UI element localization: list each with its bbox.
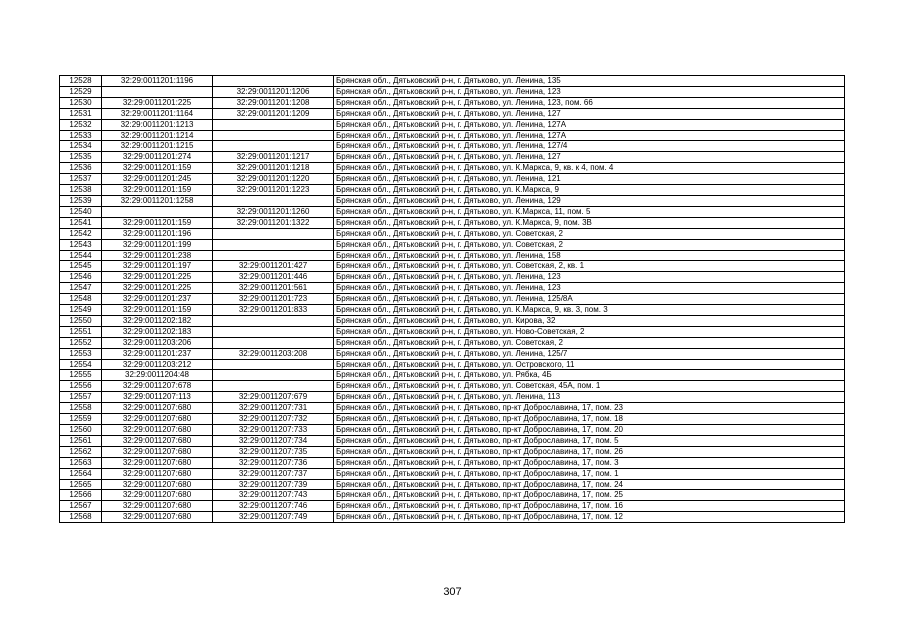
table-row <box>60 294 845 305</box>
table-row <box>60 228 845 239</box>
address-cell: Брянская обл., Дятьковский р-н, г. Дятьково, ул. Островского, 11 <box>334 359 845 370</box>
parcel-number-cell <box>102 206 213 217</box>
object-number-cell: 32:29:0011201:446 <box>213 272 334 283</box>
object-number-cell <box>213 250 334 261</box>
table-row <box>60 479 845 490</box>
row-number-cell: 12541 <box>60 217 102 228</box>
address-cell: Брянская обл., Дятьковский р-н, г. Дятьково, ул. Ленина, 123, пом. 66 <box>334 97 845 108</box>
object-number-cell: 32:29:0011201:1223 <box>213 185 334 196</box>
row-number-cell: 12535 <box>60 152 102 163</box>
table-row <box>60 174 845 185</box>
row-number-cell: 12567 <box>60 501 102 512</box>
object-number-cell: 32:29:0011207:679 <box>213 392 334 403</box>
parcel-number-cell: 32:29:0011201:1196 <box>102 76 213 87</box>
object-number-cell: 32:29:0011207:736 <box>213 457 334 468</box>
document-sheet <box>59 75 845 523</box>
parcel-number-cell <box>102 86 213 97</box>
address-cell: Брянская обл., Дятьковский р-н, г. Дятьково, ул. Ленина, 123 <box>334 283 845 294</box>
table-row <box>60 76 845 87</box>
table-row <box>60 86 845 97</box>
address-cell: Брянская обл., Дятьковский р-н, г. Дятьково, ул. Ленина, 127/4 <box>334 141 845 152</box>
address-cell: Брянская обл., Дятьковский р-н, г. Дятьково, ул. Ленина, 135 <box>334 76 845 87</box>
object-number-cell: 32:29:0011207:743 <box>213 490 334 501</box>
table-row <box>60 305 845 316</box>
row-number-cell: 12561 <box>60 435 102 446</box>
row-number-cell: 12543 <box>60 239 102 250</box>
table-row <box>60 130 845 141</box>
object-number-cell <box>213 359 334 370</box>
object-number-cell <box>213 239 334 250</box>
row-number-cell: 12538 <box>60 185 102 196</box>
address-cell: Брянская обл., Дятьковский р-н, г. Дятьково, пр-кт Доброславина, 17, пом. 25 <box>334 490 845 501</box>
address-cell: Брянская обл., Дятьковский р-н, г. Дятьково, ул. Ленина, 127 <box>334 152 845 163</box>
address-cell: Брянская обл., Дятьковский р-н, г. Дятьково, ул. Ленина, 127А <box>334 119 845 130</box>
address-cell: Брянская обл., Дятьковский р-н, г. Дятьково, пр-кт Доброславина, 17, пом. 20 <box>334 425 845 436</box>
table-row <box>60 414 845 425</box>
parcel-number-cell: 32:29:0011207:680 <box>102 446 213 457</box>
parcel-number-cell: 32:29:0011207:113 <box>102 392 213 403</box>
table-row <box>60 457 845 468</box>
object-number-cell <box>213 381 334 392</box>
address-cell: Брянская обл., Дятьковский р-н, г. Дятьково, ул. Ленина, 123 <box>334 272 845 283</box>
address-cell: Брянская обл., Дятьковский р-н, г. Дятьково, ул. Ленина, 158 <box>334 250 845 261</box>
object-number-cell: 32:29:0011201:723 <box>213 294 334 305</box>
parcel-number-cell: 32:29:0011201:159 <box>102 217 213 228</box>
row-number-cell: 12559 <box>60 414 102 425</box>
address-cell: Брянская обл., Дятьковский р-н, г. Дятьково, ул. Ленина, 113 <box>334 392 845 403</box>
table-row <box>60 501 845 512</box>
object-number-cell <box>213 119 334 130</box>
parcel-number-cell: 32:29:0011207:678 <box>102 381 213 392</box>
table-row <box>60 206 845 217</box>
parcel-number-cell: 32:29:0011201:238 <box>102 250 213 261</box>
object-number-cell: 32:29:0011201:1218 <box>213 163 334 174</box>
parcel-number-cell: 32:29:0011201:196 <box>102 228 213 239</box>
object-number-cell: 32:29:0011207:739 <box>213 479 334 490</box>
table-row <box>60 217 845 228</box>
parcel-number-cell: 32:29:0011207:680 <box>102 512 213 523</box>
address-cell: Брянская обл., Дятьковский р-н, г. Дятьково, пр-кт Доброславина, 17, пом. 24 <box>334 479 845 490</box>
parcel-number-cell: 32:29:0011207:680 <box>102 425 213 436</box>
object-number-cell <box>213 195 334 206</box>
object-number-cell: 32:29:0011207:732 <box>213 414 334 425</box>
object-number-cell: 32:29:0011207:731 <box>213 403 334 414</box>
parcel-number-cell: 32:29:0011207:680 <box>102 468 213 479</box>
address-cell: Брянская обл., Дятьковский р-н, г. Дятьково, пр-кт Доброславина, 17, пом. 26 <box>334 446 845 457</box>
object-number-cell: 32:29:0011201:833 <box>213 305 334 316</box>
parcel-number-cell: 32:29:0011201:1214 <box>102 130 213 141</box>
object-number-cell <box>213 315 334 326</box>
table-row <box>60 326 845 337</box>
parcel-number-cell: 32:29:0011201:197 <box>102 261 213 272</box>
object-number-cell <box>213 141 334 152</box>
address-cell: Брянская обл., Дятьковский р-н, г. Дятьково, ул. Ленина, 121 <box>334 174 845 185</box>
parcel-number-cell: 32:29:0011201:274 <box>102 152 213 163</box>
parcel-number-cell: 32:29:0011201:245 <box>102 174 213 185</box>
object-number-cell <box>213 228 334 239</box>
table-row <box>60 152 845 163</box>
row-number-cell: 12564 <box>60 468 102 479</box>
address-cell: Брянская обл., Дятьковский р-н, г. Дятьково, ул. Ленина, 123 <box>334 86 845 97</box>
row-number-cell: 12528 <box>60 76 102 87</box>
row-number-cell: 12554 <box>60 359 102 370</box>
address-cell: Брянская обл., Дятьковский р-н, г. Дятьково, ул. Ленина, 125/8А <box>334 294 845 305</box>
object-number-cell: 32:29:0011207:746 <box>213 501 334 512</box>
parcel-number-cell: 32:29:0011201:159 <box>102 305 213 316</box>
row-number-cell: 12536 <box>60 163 102 174</box>
row-number-cell: 12540 <box>60 206 102 217</box>
row-number-cell: 12544 <box>60 250 102 261</box>
cadastral-table <box>59 75 845 523</box>
parcel-number-cell: 32:29:0011204:48 <box>102 370 213 381</box>
table-row <box>60 446 845 457</box>
address-cell: Брянская обл., Дятьковский р-н, г. Дятьково, пр-кт Доброславина, 17, пом. 3 <box>334 457 845 468</box>
parcel-number-cell: 32:29:0011201:1164 <box>102 108 213 119</box>
object-number-cell: 32:29:0011201:1322 <box>213 217 334 228</box>
parcel-number-cell: 32:29:0011201:199 <box>102 239 213 250</box>
address-cell: Брянская обл., Дятьковский р-н, г. Дятьково, пр-кт Доброславина, 17, пом. 23 <box>334 403 845 414</box>
parcel-number-cell: 32:29:0011207:680 <box>102 490 213 501</box>
object-number-cell: 32:29:0011207:735 <box>213 446 334 457</box>
table-row <box>60 337 845 348</box>
row-number-cell: 12547 <box>60 283 102 294</box>
row-number-cell: 12566 <box>60 490 102 501</box>
address-cell: Брянская обл., Дятьковский р-н, г. Дятьково, ул. Советская, 2 <box>334 239 845 250</box>
table-row <box>60 392 845 403</box>
page-number: 307 <box>443 586 462 598</box>
table-row <box>60 512 845 523</box>
table-row <box>60 250 845 261</box>
address-cell: Брянская обл., Дятьковский р-н, г. Дятьково, ул. К.Маркса, 9 <box>334 185 845 196</box>
table-row <box>60 185 845 196</box>
table-row <box>60 163 845 174</box>
address-cell: Брянская обл., Дятьковский р-н, г. Дятьково, пр-кт Доброславина, 17, пом. 16 <box>334 501 845 512</box>
parcel-number-cell: 32:29:0011207:680 <box>102 501 213 512</box>
table-row <box>60 108 845 119</box>
parcel-number-cell: 32:29:0011203:206 <box>102 337 213 348</box>
parcel-number-cell: 32:29:0011201:159 <box>102 185 213 196</box>
address-cell: Брянская обл., Дятьковский р-н, г. Дятьково, ул. Рябка, 4Б <box>334 370 845 381</box>
parcel-number-cell: 32:29:0011202:182 <box>102 315 213 326</box>
table-row <box>60 141 845 152</box>
address-cell: Брянская обл., Дятьковский р-н, г. Дятьково, ул. Советская, 2 <box>334 228 845 239</box>
address-cell: Брянская обл., Дятьковский р-н, г. Дятьково, ул. Советская, 2 <box>334 337 845 348</box>
table-row <box>60 283 845 294</box>
parcel-number-cell: 32:29:0011207:680 <box>102 414 213 425</box>
address-cell: Брянская обл., Дятьковский р-н, г. Дятьково, ул. Ленина, 127А <box>334 130 845 141</box>
row-number-cell: 12568 <box>60 512 102 523</box>
table-row <box>60 97 845 108</box>
address-cell: Брянская обл., Дятьковский р-н, г. Дятьково, ул. Кирова, 32 <box>334 315 845 326</box>
parcel-number-cell: 32:29:0011201:1213 <box>102 119 213 130</box>
table-row <box>60 381 845 392</box>
table-row <box>60 468 845 479</box>
table-row <box>60 315 845 326</box>
parcel-number-cell: 32:29:0011201:1258 <box>102 195 213 206</box>
address-cell: Брянская обл., Дятьковский р-н, г. Дятьково, ул. Советская, 2, кв. 1 <box>334 261 845 272</box>
row-number-cell: 12546 <box>60 272 102 283</box>
row-number-cell: 12558 <box>60 403 102 414</box>
row-number-cell: 12550 <box>60 315 102 326</box>
object-number-cell: 32:29:0011207:734 <box>213 435 334 446</box>
table-row <box>60 403 845 414</box>
row-number-cell: 12557 <box>60 392 102 403</box>
row-number-cell: 12565 <box>60 479 102 490</box>
row-number-cell: 12545 <box>60 261 102 272</box>
table-row <box>60 359 845 370</box>
parcel-number-cell: 32:29:0011201:237 <box>102 348 213 359</box>
object-number-cell <box>213 337 334 348</box>
object-number-cell: 32:29:0011207:733 <box>213 425 334 436</box>
row-number-cell: 12560 <box>60 425 102 436</box>
object-number-cell: 32:29:0011201:1209 <box>213 108 334 119</box>
table-row <box>60 490 845 501</box>
table-row <box>60 348 845 359</box>
object-number-cell: 32:29:0011207:737 <box>213 468 334 479</box>
row-number-cell: 12553 <box>60 348 102 359</box>
parcel-number-cell: 32:29:0011207:680 <box>102 435 213 446</box>
parcel-number-cell: 32:29:0011207:680 <box>102 403 213 414</box>
row-number-cell: 12562 <box>60 446 102 457</box>
row-number-cell: 12531 <box>60 108 102 119</box>
table-row <box>60 195 845 206</box>
address-cell: Брянская обл., Дятьковский р-н, г. Дятьково, пр-кт Доброславина, 17, пом. 1 <box>334 468 845 479</box>
address-cell: Брянская обл., Дятьковский р-н, г. Дятьково, пр-кт Доброславина, 17, пом. 5 <box>334 435 845 446</box>
row-number-cell: 12533 <box>60 130 102 141</box>
table-row <box>60 435 845 446</box>
address-cell: Брянская обл., Дятьковский р-н, г. Дятьково, ул. К.Маркса, 9, пом. 3В <box>334 217 845 228</box>
row-number-cell: 12551 <box>60 326 102 337</box>
address-cell: Брянская обл., Дятьковский р-н, г. Дятьково, ул. К.Маркса, 9, кв. к 4, пом. 4 <box>334 163 845 174</box>
address-cell: Брянская обл., Дятьковский р-н, г. Дятьково, ул. Советская, 45А, пом. 1 <box>334 381 845 392</box>
table-row <box>60 119 845 130</box>
address-cell: Брянская обл., Дятьковский р-н, г. Дятьково, пр-кт Доброславина, 17, пом. 12 <box>334 512 845 523</box>
row-number-cell: 12534 <box>60 141 102 152</box>
address-cell: Брянская обл., Дятьковский р-н, г. Дятьково, ул. К.Маркса, 9, кв. 3, пом. 3 <box>334 305 845 316</box>
object-number-cell: 32:29:0011207:749 <box>213 512 334 523</box>
row-number-cell: 12549 <box>60 305 102 316</box>
parcel-number-cell: 32:29:0011201:1215 <box>102 141 213 152</box>
object-number-cell: 32:29:0011201:1208 <box>213 97 334 108</box>
table-row <box>60 272 845 283</box>
row-number-cell: 12539 <box>60 195 102 206</box>
object-number-cell: 32:29:0011201:427 <box>213 261 334 272</box>
parcel-number-cell: 32:29:0011201:225 <box>102 97 213 108</box>
parcel-number-cell: 32:29:0011207:680 <box>102 457 213 468</box>
object-number-cell: 32:29:0011201:1220 <box>213 174 334 185</box>
address-cell: Брянская обл., Дятьковский р-н, г. Дятьково, ул. Ново-Советская, 2 <box>334 326 845 337</box>
row-number-cell: 12552 <box>60 337 102 348</box>
row-number-cell: 12529 <box>60 86 102 97</box>
address-cell: Брянская обл., Дятьковский р-н, г. Дятьково, ул. Ленина, 125/7 <box>334 348 845 359</box>
object-number-cell <box>213 76 334 87</box>
object-number-cell <box>213 326 334 337</box>
row-number-cell: 12548 <box>60 294 102 305</box>
object-number-cell <box>213 370 334 381</box>
table-row <box>60 370 845 381</box>
object-number-cell: 32:29:0011201:1206 <box>213 86 334 97</box>
table-row <box>60 239 845 250</box>
parcel-number-cell: 32:29:0011201:225 <box>102 272 213 283</box>
row-number-cell: 12542 <box>60 228 102 239</box>
address-cell: Брянская обл., Дятьковский р-н, г. Дятьково, пр-кт Доброславина, 17, пом. 18 <box>334 414 845 425</box>
object-number-cell <box>213 130 334 141</box>
address-cell: Брянская обл., Дятьковский р-н, г. Дятьково, ул. Ленина, 127 <box>334 108 845 119</box>
row-number-cell: 12556 <box>60 381 102 392</box>
parcel-number-cell: 32:29:0011202:183 <box>102 326 213 337</box>
parcel-number-cell: 32:29:0011207:680 <box>102 479 213 490</box>
object-number-cell: 32:29:0011203:208 <box>213 348 334 359</box>
address-cell: Брянская обл., Дятьковский р-н, г. Дятьково, ул. Ленина, 129 <box>334 195 845 206</box>
row-number-cell: 12530 <box>60 97 102 108</box>
table-row <box>60 261 845 272</box>
parcel-number-cell: 32:29:0011203:212 <box>102 359 213 370</box>
parcel-number-cell: 32:29:0011201:159 <box>102 163 213 174</box>
row-number-cell: 12532 <box>60 119 102 130</box>
row-number-cell: 12555 <box>60 370 102 381</box>
object-number-cell: 32:29:0011201:561 <box>213 283 334 294</box>
object-number-cell: 32:29:0011201:1260 <box>213 206 334 217</box>
object-number-cell: 32:29:0011201:1217 <box>213 152 334 163</box>
parcel-number-cell: 32:29:0011201:225 <box>102 283 213 294</box>
address-cell: Брянская обл., Дятьковский р-н, г. Дятьково, ул. К.Маркса, 11, пом. 5 <box>334 206 845 217</box>
table-body <box>60 76 845 523</box>
row-number-cell: 12563 <box>60 457 102 468</box>
parcel-number-cell: 32:29:0011201:237 <box>102 294 213 305</box>
row-number-cell: 12537 <box>60 174 102 185</box>
table-row <box>60 425 845 436</box>
